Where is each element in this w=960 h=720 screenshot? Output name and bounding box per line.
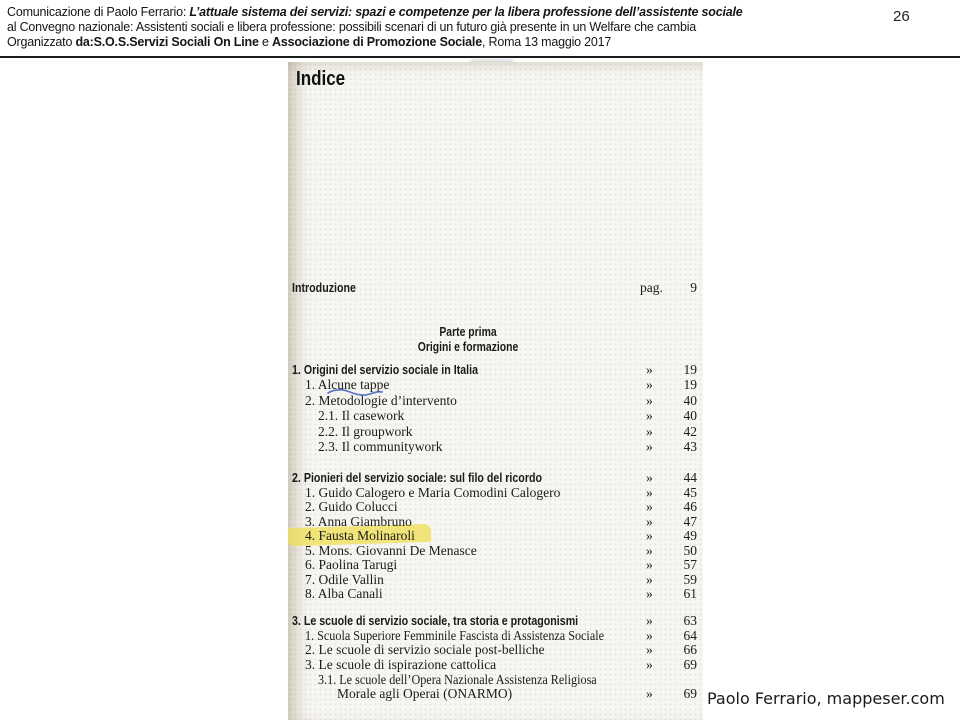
toc-item-label: 1. Alcune tappe: [305, 377, 390, 393]
toc-row: [288, 528, 703, 543]
toc-item-label: 5. Mons. Giovanni De Menasce: [305, 542, 477, 558]
toc-item-label: 3. Le scuole di ispirazione cattolica: [305, 657, 497, 673]
toc-guillemet: »: [646, 499, 653, 515]
footer-credit: Paolo Ferrario, mappeser.com: [707, 689, 945, 708]
toc-page-number: 19: [683, 377, 697, 393]
toc-page-number: 40: [683, 392, 697, 408]
toc-guillemet: »: [646, 423, 653, 439]
toc-guillemet: »: [646, 586, 653, 602]
toc-row: [288, 613, 703, 628]
slide-header: [7, 5, 887, 50]
toc-page-number: 19: [683, 362, 697, 377]
toc-row: [288, 686, 703, 701]
header-line-2: al Convegno nazionale: Assistenti sociali e libera professione: possibili scenari di un futuro già presente in un Welfare che cambia: [7, 20, 697, 34]
toc-guillemet: »: [646, 377, 653, 393]
header-divider: [0, 56, 960, 58]
toc-item-label: 3.1. Le scuole dell’Opera Nazionale Assistenza Religiosa: [318, 671, 597, 687]
toc-page-number: 49: [683, 528, 697, 544]
toc-item-label: 8. Alba Canali: [305, 586, 383, 602]
toc-row: [288, 586, 703, 601]
toc-item-label: 1. Guido Calogero e Maria Comodini Calogero: [305, 484, 561, 500]
toc-page-number: 59: [683, 571, 697, 587]
toc-pag-label: pag.: [640, 280, 663, 295]
toc-page-number: 66: [683, 642, 697, 658]
toc-section: [288, 613, 703, 701]
toc-row: [288, 557, 703, 572]
toc-row: [288, 424, 703, 439]
slide-page-number: 26: [893, 8, 910, 25]
header-line-1: Comunicazione di Paolo Ferrario: L’attuale sistema dei servizi: spazi e competenze per la libera professione dell’assistente sociale: [7, 5, 743, 19]
toc-guillemet: »: [646, 642, 653, 658]
toc-page-number: 69: [683, 657, 697, 673]
toc-row: [288, 657, 703, 672]
toc-item-label: 2. Guido Colucci: [305, 499, 398, 515]
toc-page-number: 46: [683, 499, 697, 515]
toc-page-number: 63: [683, 613, 697, 628]
toc-item-label: Introduzione: [292, 280, 356, 295]
toc-section: [288, 470, 703, 601]
toc-row: [288, 408, 703, 423]
toc-item-label: 3. Le scuole di servizio sociale, tra storia e protagonismi: [292, 613, 579, 628]
toc-guillemet: »: [646, 438, 653, 454]
toc-item-label: 2. Le scuole di servizio sociale post-belliche: [305, 642, 545, 658]
toc-row: [288, 642, 703, 657]
header-line-3: Organizzato da:S.O.S.Servizi Sociali On Line e Associazione di Promozione Sociale, Roma 13 maggio 2017: [7, 35, 612, 49]
part-heading: [288, 324, 648, 354]
toc-page-number: 43: [683, 438, 697, 454]
toc-page-number: 64: [683, 627, 697, 643]
scanned-book-page: [288, 62, 703, 720]
toc-row: [288, 514, 703, 529]
toc-item-label: 1. Origini del servizio sociale in Italia: [292, 362, 479, 377]
toc-item-label: 2. Metodologie d’intervento: [305, 392, 457, 408]
toc-item-label: Morale agli Operai (ONARMO): [337, 686, 513, 702]
toc-guillemet: »: [646, 571, 653, 587]
toc-guillemet: »: [646, 542, 653, 558]
toc-guillemet: »: [646, 484, 653, 500]
toc-row: [288, 362, 703, 377]
toc-row: [288, 672, 703, 687]
part-heading-line1: Parte prima: [439, 324, 497, 339]
toc-guillemet: »: [646, 528, 653, 544]
toc-row: [288, 628, 703, 643]
toc-item-label: 7. Odile Vallin: [305, 571, 384, 587]
toc-section: [288, 362, 703, 454]
toc-page-number: 44: [683, 470, 697, 485]
toc-guillemet: »: [646, 392, 653, 408]
toc-row: [288, 543, 703, 558]
toc-guillemet: »: [646, 408, 653, 424]
toc-row: [288, 499, 703, 514]
toc-item-label: 3. Anna Giambruno: [305, 513, 412, 529]
pen-underline-annotation: [326, 386, 384, 400]
toc-page-number: 42: [683, 423, 697, 439]
toc-row: [288, 572, 703, 587]
toc-item-label: 2.1. Il casework: [318, 408, 405, 424]
toc-item-label: 4. Fausta Molinaroli: [305, 528, 415, 544]
toc-page-number: 40: [683, 408, 697, 424]
part-heading-line2: Origini e formazione: [417, 339, 519, 354]
toc-item-label: 2. Pionieri del servizio sociale: sul filo del ricordo: [292, 470, 542, 485]
toc-guillemet: »: [646, 470, 653, 485]
toc-page-number: 45: [683, 484, 697, 500]
toc-guillemet: »: [646, 557, 653, 573]
toc-guillemet: »: [646, 362, 653, 377]
toc-item-label: 1. Scuola Superiore Femminile Fascista di Assistenza Sociale: [305, 627, 604, 643]
toc-page-number: 57: [683, 557, 697, 573]
toc-guillemet: »: [646, 627, 653, 643]
toc-page-number: 61: [683, 586, 697, 602]
toc-guillemet: »: [646, 513, 653, 529]
toc-guillemet: »: [646, 613, 653, 628]
toc-row: [288, 485, 703, 500]
toc-guillemet: »: [646, 686, 653, 702]
toc-item-label: 6. Paolina Tarugi: [305, 557, 398, 573]
book-page-title: Indice: [296, 68, 346, 90]
toc-guillemet: »: [646, 657, 653, 673]
toc-item-label: 2.2. Il groupwork: [318, 423, 413, 439]
toc-item-label: 2.3. Il communitywork: [318, 438, 443, 454]
toc-row: [288, 470, 703, 485]
toc-page-number: 47: [683, 513, 697, 529]
toc-intro-row: [288, 280, 703, 295]
toc-page-number: 50: [683, 542, 697, 558]
toc-page-number: 9: [690, 280, 697, 295]
toc-row: [288, 439, 703, 454]
toc-page-number: 69: [683, 686, 697, 702]
